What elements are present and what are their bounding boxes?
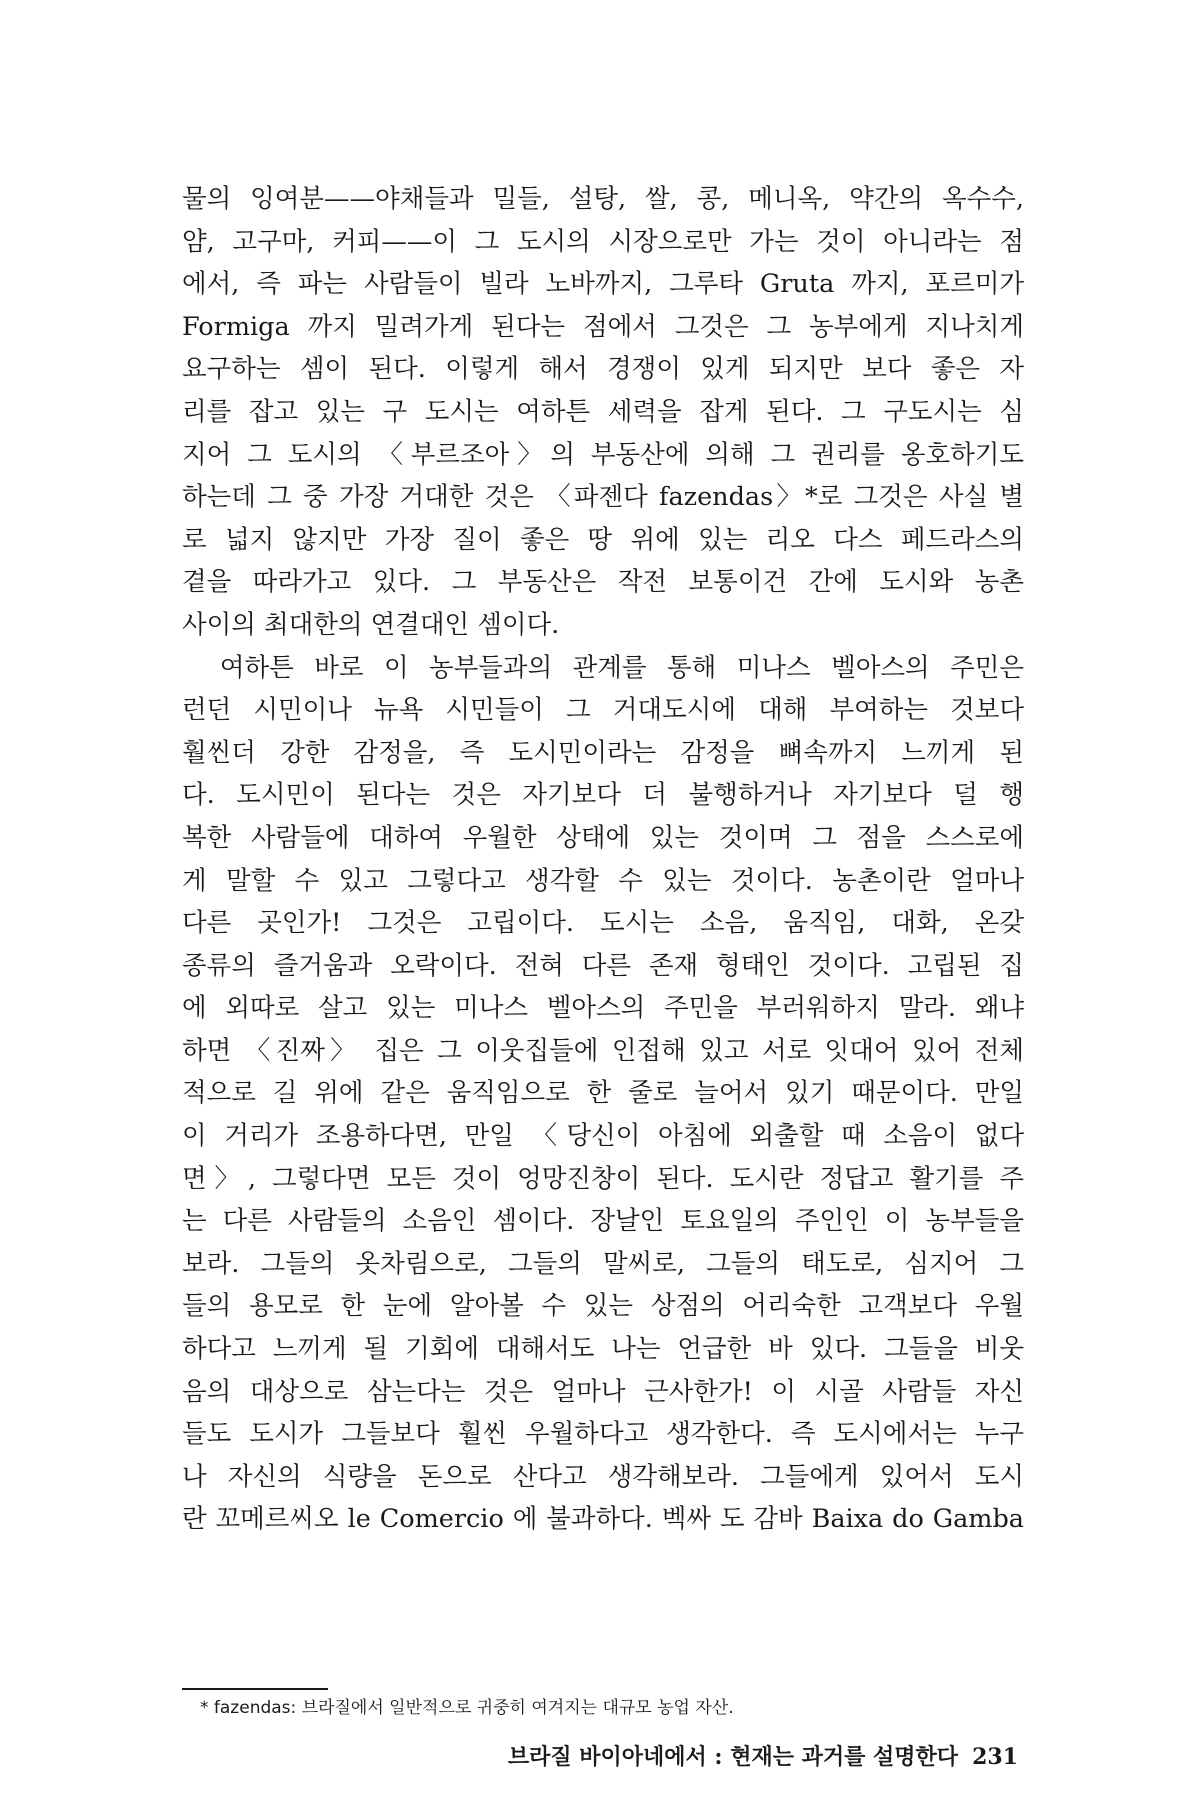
text-line: 는 다른 사람들의 소음인 셈이다. 장날인 토요일의 주인인 이 농부들을	[182, 1206, 1024, 1237]
text-line: Formiga 까지 밀려가게 된다는 점에서 그것은 그 농부에게 지나치게	[182, 311, 1024, 342]
footnote: * fazendas: 브라질에서 일반적으로 귀중히 여겨지는 대규모 농업 자산.	[200, 1698, 734, 1718]
text-line: 로 넓지 않지만 가장 질이 좋은 땅 위에 있는 리오 다스 페드라스의	[182, 524, 1024, 555]
text-line: 훨씬더 강한 감정을, 즉 도시민이라는 감정을 뼈속까지 느끼게 된	[182, 737, 1024, 768]
text-line: 하는데 그 중 가장 거대한 것은 〈파젠다 fazendas〉*로 그것은 사실 별	[182, 482, 1024, 513]
text-line: 나 자신의 식량을 돈으로 산다고 생각해보라. 그들에게 있어서 도시	[182, 1461, 1024, 1492]
text-line: 사이의 최대한의 연결대인 셈이다.	[182, 609, 560, 640]
text-line: 지어 그 도시의 〈부르조아〉의 부동산에 의해 그 권리를 옹호하기도	[182, 439, 1024, 470]
text-line: 적으로 길 위에 같은 움직임으로 한 줄로 늘어서 있기 때문이다. 만일	[182, 1078, 1024, 1109]
text-line: 물의 잉여분——야채들과 밀들, 설탕, 쌀, 콩, 메니옥, 약간의 옥수수,	[182, 184, 1024, 214]
text-line: 면〉, 그렇다면 모든 것이 엉망진창이 된다. 도시란 정답고 활기를 주	[182, 1163, 1024, 1194]
text-line: 리를 잡고 있는 구 도시는 여하튼 세력을 잡게 된다. 그 구도시는 심	[182, 396, 1024, 427]
text-line: 에 외따로 살고 있는 미나스 벨아스의 주민을 부러워하지 말라. 왜냐	[182, 993, 1024, 1024]
text-line: 런던 시민이나 뉴욕 시민들이 그 거대도시에 대해 부여하는 것보다	[182, 695, 1024, 726]
text-line: 요구하는 셈이 된다. 이렇게 해서 경쟁이 있게 되지만 보다 좋은 자	[182, 354, 1024, 385]
text-line: 보라. 그들의 옷차림으로, 그들의 말씨로, 그들의 태도로, 심지어 그	[182, 1248, 1024, 1279]
text-line: 란 꼬메르씨오 le Comercio 에 불과하다. 벡싸 도 감바 Baixa do Gamba	[182, 1504, 1024, 1535]
text-line: 여하튼 바로 이 농부들과의 관계를 통해 미나스 벨아스의 주민은	[182, 652, 1024, 683]
text-line: 들도 도시가 그들보다 훨씬 우월하다고 생각한다. 즉 도시에서는 누구	[182, 1419, 1024, 1450]
text-line: 곁을 따라가고 있다. 그 부동산은 작전 보통이건 간에 도시와 농촌	[182, 567, 1024, 598]
text-line: 하면 〈진짜〉 집은 그 이웃집들에 인접해 있고 서로 잇대어 있어 전체	[182, 1035, 1024, 1066]
running-footer	[508, 1742, 1018, 1772]
text-line: 게 말할 수 있고 그렇다고 생각할 수 있는 것이다. 농촌이란 얼마나	[182, 865, 1024, 896]
text-line: 종류의 즐거움과 오락이다. 전혀 다른 존재 형태인 것이다. 고립된 집	[182, 950, 1024, 981]
page-number: 231	[972, 1744, 1018, 1770]
text-line: 이 거리가 조용하다면, 만일 〈당신이 아침에 외출할 때 소음이 없다	[182, 1121, 1024, 1152]
text-line: 들의 용모로 한 눈에 알아볼 수 있는 상점의 어리숙한 고객보다 우월	[182, 1291, 1024, 1322]
text-line: 얌, 고구마, 커피——이 그 도시의 시장으로만 가는 것이 아니라는 점	[182, 226, 1024, 257]
text-line: 음의 대상으로 삼는다는 것은 얼마나 근사한가! 이 시골 사람들 자신	[182, 1376, 1024, 1407]
running-title: 브라질 바이아네에서 : 현재는 과거를 설명한다	[507, 1744, 959, 1770]
body-text	[182, 178, 1024, 1541]
text-line: 복한 사람들에 대하여 우월한 상태에 있는 것이며 그 점을 스스로에	[182, 822, 1024, 853]
text-line: 다른 곳인가! 그것은 고립이다. 도시는 소음, 움직임, 대화, 온갖	[182, 908, 1024, 939]
text-line: 에서, 즉 파는 사람들이 빌라 노바까지, 그루타 Gruta 까지, 포르미가	[182, 269, 1024, 300]
footnote-divider	[182, 1688, 328, 1690]
text-line: 하다고 느끼게 될 기회에 대해서도 나는 언급한 바 있다. 그들을 비웃	[182, 1334, 1024, 1365]
text-line: 다. 도시민이 된다는 것은 자기보다 더 불행하거나 자기보다 덜 행	[182, 780, 1024, 811]
